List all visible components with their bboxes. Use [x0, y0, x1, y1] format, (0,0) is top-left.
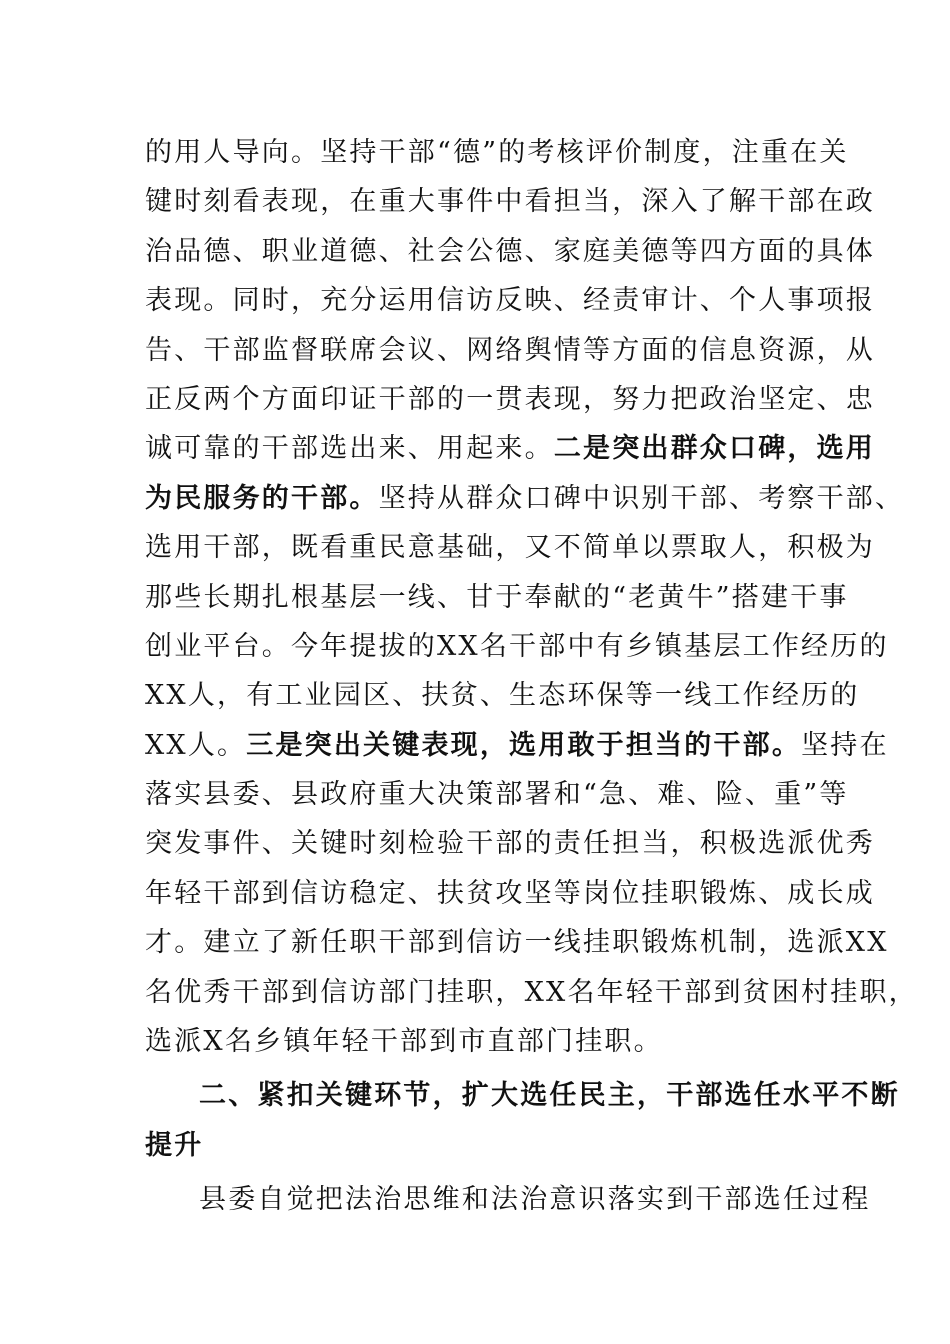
body-line-2: 键时刻看表现，在重大事件中看担当，深入了解干部在政 — [145, 186, 875, 218]
body-line-7-regular: 诚可靠的干部选出来、用起来。 — [145, 433, 554, 465]
body-line-10: 那些长期扎根基层一线、甘于奉献的“老黄牛”搭建干事 — [145, 581, 849, 613]
body-line-1: 的用人导向。坚持干部“德”的考核评价制度，注重在关 — [145, 137, 849, 168]
emphasis-point-three: 三是突出关键表现，选用敢于担当的干部。 — [246, 729, 802, 761]
body-line-13 — [145, 721, 889, 770]
body-line-3: 治品德、职业道德、社会公德、家庭美德等四方面的具体 — [145, 235, 875, 267]
document-body — [145, 128, 918, 1225]
body-line-13-tail: 坚持在 — [801, 729, 889, 761]
emphasis-point-two: 二是突出群众口碑，选用 — [553, 433, 876, 465]
body-line-20: 县委自觉把法治思维和法治意识落实到干部选任过程 — [199, 1184, 871, 1216]
body-line-9: 选用干部，既看重民意基础，又不简单以票取人，积极为 — [145, 532, 875, 564]
body-line-14: 落实县委、县政府重大决策部署和“急、难、险、重”等 — [145, 779, 849, 811]
body-line-17: 才。建立了新任职干部到信访一线挂职锻炼机制，选派XX — [145, 927, 889, 959]
body-line-13-regular: XX人。 — [145, 729, 247, 761]
body-line-11: 创业平台。今年提拔的XX名干部中有乡镇基层工作经历的 — [145, 630, 889, 662]
section-heading-2-cont: 提升 — [145, 1129, 204, 1161]
emphasis-point-two-cont: 为民服务的干部。 — [145, 482, 379, 514]
body-line-7 — [145, 424, 876, 473]
body-line-8 — [145, 474, 905, 523]
body-line-12: XX人，有工业园区、扶贫、生态环保等一线工作经历的 — [145, 680, 860, 712]
body-line-16: 年轻干部到信访稳定、扶贫攻坚等岗位挂职锻炼、成长成 — [145, 877, 875, 909]
body-line-15: 突发事件、关键时刻检验干部的责任担当，积极选派优秀 — [145, 828, 875, 860]
body-line-8-regular: 坚持从群众口碑中识别干部、考察干部、 — [378, 482, 905, 514]
body-line-4: 表现。同时，充分运用信访反映、经责审计、个人事项报 — [145, 285, 875, 317]
body-line-5: 告、干部监督联席会议、网络舆情等方面的信息资源，从 — [145, 334, 875, 366]
body-line-18: 名优秀干部到信访部门挂职，XX名年轻干部到贫困村挂职， — [145, 976, 918, 1008]
body-line-19: 选派X名乡镇年轻干部到市直部门挂职。 — [145, 1026, 663, 1058]
section-heading-2: 二、紧扣关键环节，扩大选任民主，干部选任水平不断 — [199, 1080, 900, 1112]
body-line-6: 正反两个方面印证干部的一贯表现，努力把政治坚定、忠 — [145, 383, 875, 415]
